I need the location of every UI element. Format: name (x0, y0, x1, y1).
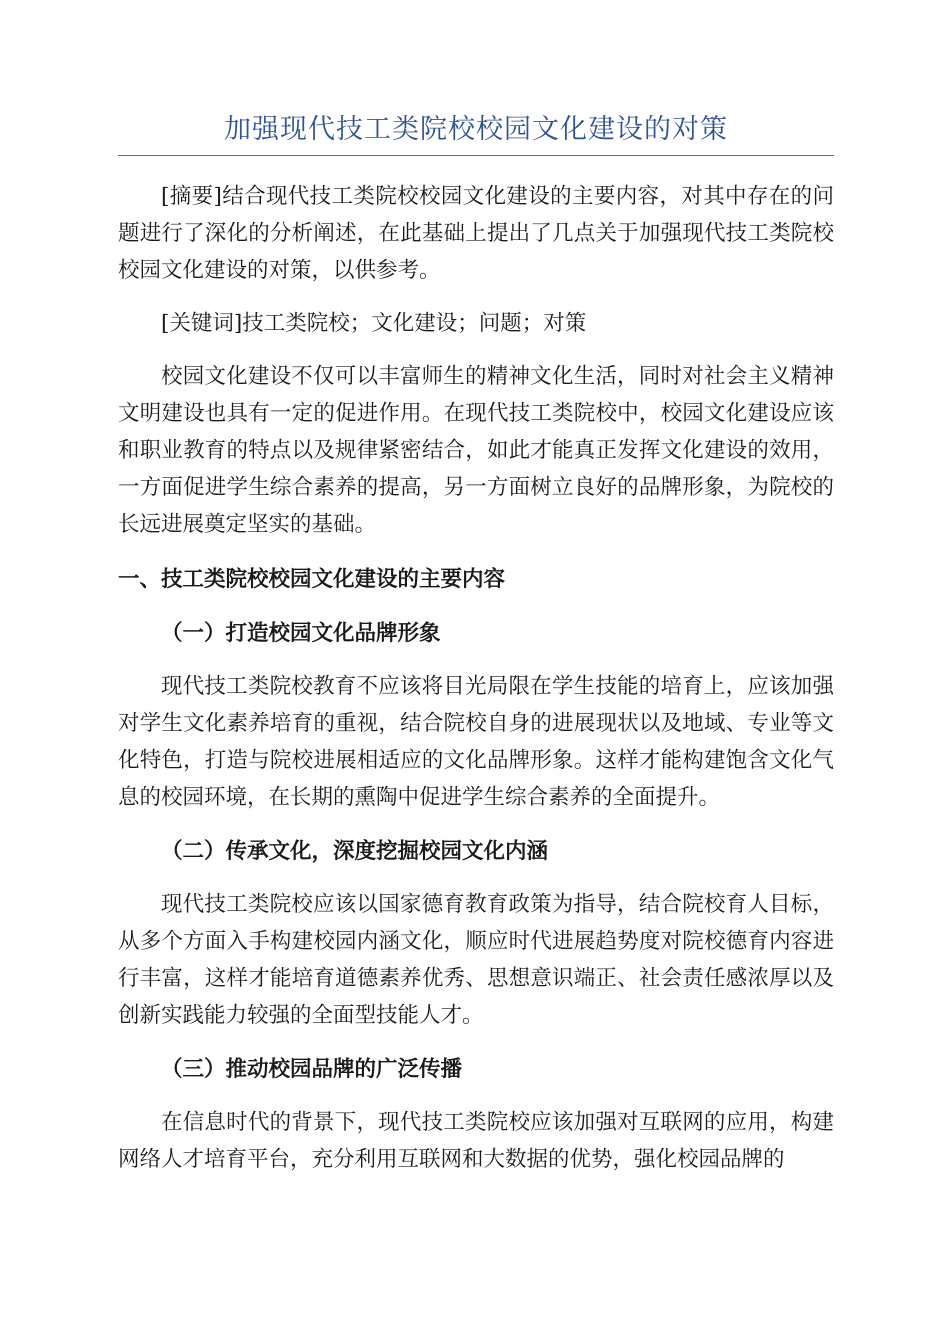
subsection-body-1: 现代技工类院校教育不应该将目光局限在学生技能的培育上，应该加强对学生文化素养培育的重视，结合院校自身的进展现状以及地域、专业等文化特色，打造与院校进展相适应的文化品牌形象。这样才能构建饱含文化气息的校园环境，在长期的熏陶中促进学生综合素养的全面提升。 (118, 674, 834, 810)
title-underline (118, 155, 834, 156)
document-title: 加强现代技工类院校校园文化建设的对策 (224, 114, 728, 145)
section-heading-1: 一、技工类院校校园文化建设的主要内容 (118, 567, 506, 592)
keywords-paragraph: [关键词]技工类院校；文化建设；问题；对策 (161, 311, 587, 336)
subsection-body-2: 现代技工类院校应该以国家德育教育政策为指导，结合院校育人目标，从多个方面入手构建校园内涵文化，顺应时代进展趋势度对院校德育内容进行丰富，这样才能培育道德素养优秀、思想意识端正、社会责任感浓厚以及创新实践能力较强的全面型技能人才。 (118, 892, 834, 1028)
subsection-heading-1: （一）打造校园文化品牌形象 (161, 621, 441, 646)
intro-paragraph: 校园文化建设不仅可以丰富师生的精神文化生活，同时对社会主义精神文明建设也具有一定的促进作用。在现代技工类院校中，校园文化建设应该和职业教育的特点以及规律紧密结合，如此才能真正发挥文化建设的效用，一方面促进学生综合素养的提高，另一方面树立良好的品牌形象，为院校的长远进展奠定坚实的基础。 (118, 364, 834, 537)
subsection-body-3: 在信息时代的背景下，现代技工类院校应该加强对互联网的应用，构建网络人才培育平台，充分利用互联网和大数据的优势，强化校园品牌的 (118, 1110, 834, 1172)
document-page (118, 112, 834, 1178)
abstract-paragraph: [摘要]结合现代技工类院校校园文化建设的主要内容，对其中存在的问题进行了深化的分析阐述，在此基础上提出了几点关于加强现代技工类院校校园文化建设的对策，以供参考。 (118, 184, 834, 283)
subsection-heading-3: （三）推动校园品牌的广泛传播 (161, 1057, 463, 1082)
subsection-heading-2: （二）传承文化，深度挖掘校园文化内涵 (161, 839, 549, 864)
